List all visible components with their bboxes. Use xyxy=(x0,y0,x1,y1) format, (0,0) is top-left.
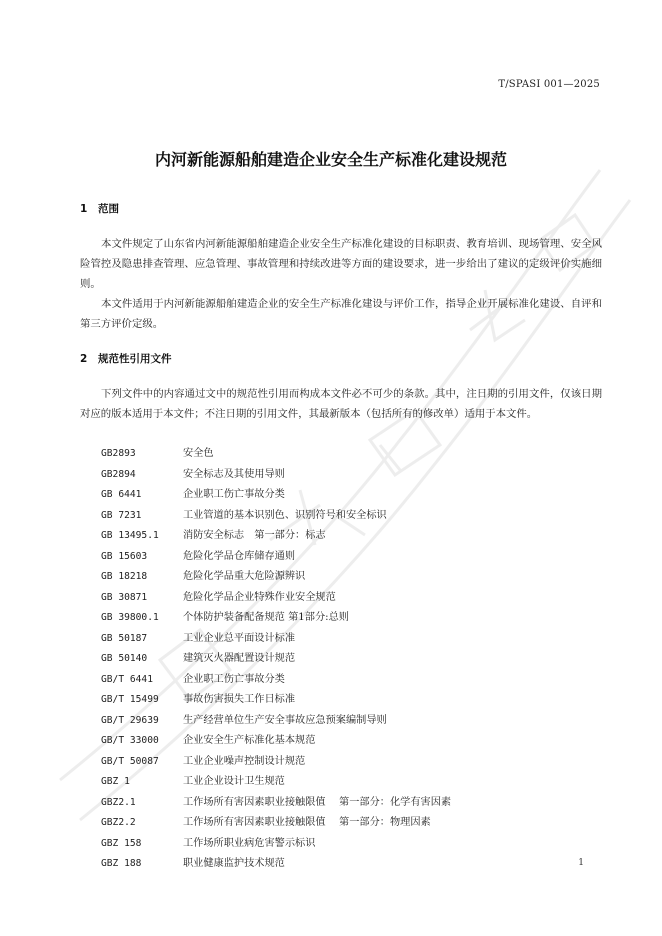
reference-code: GBZ2.2 xyxy=(101,817,136,828)
reference-code: GB/T 50087 xyxy=(101,755,159,767)
reference-code: GB/T 33000 xyxy=(101,735,159,746)
reference-code: GB 30871 xyxy=(101,591,148,603)
reference-item xyxy=(101,526,581,547)
reference-title: 工作场所有害因素职业接触限值 第一部分：化学有害因素 xyxy=(183,796,452,808)
reference-code: GB 15603 xyxy=(101,550,148,562)
reference-code: GB 50187 xyxy=(101,632,148,644)
reference-title: 工业企业总平面设计标准 xyxy=(183,632,296,644)
reference-item xyxy=(101,485,581,506)
reference-title: 危险化学品重大危险源辨识 xyxy=(183,571,306,582)
reference-item xyxy=(101,608,581,629)
reference-item xyxy=(101,506,581,527)
reference-title: 工作场所有害因素职业接触限值 第一部分：物理因素 xyxy=(183,817,431,828)
section-heading-normative xyxy=(80,351,172,366)
reference-title: 工业企业噪声控制设计规范 xyxy=(183,755,306,767)
reference-code: GBZ 158 xyxy=(101,837,142,849)
reference-item xyxy=(101,567,581,588)
reference-code: GB 18218 xyxy=(101,571,148,582)
reference-title: 危险化学品企业特殊作业安全规范 xyxy=(183,591,336,603)
reference-code: GB 13495.1 xyxy=(101,530,159,541)
reference-title: 职业健康监护技术规范 xyxy=(183,858,285,869)
reference-item xyxy=(101,711,581,732)
reference-item xyxy=(101,854,581,875)
reference-title: 危险化学品仓库储存通则 xyxy=(183,550,296,562)
reference-code: GB 6441 xyxy=(101,489,142,500)
reference-item xyxy=(101,588,581,609)
section-number: 2 xyxy=(80,353,88,365)
reference-title: 企业职工伤亡事故分类 xyxy=(183,489,285,500)
reference-list xyxy=(101,444,581,875)
reference-code: GB 39800.1 xyxy=(101,612,159,623)
normative-intro: 下列文件中的内容通过文中的规范性引用而构成本文件必不可少的条款。其中，注日期的引用文件，仅该日期对应的版本适用于本文件；不注日期的引用文件，其最新版本（包括所有的修改单）适用于本文件。 xyxy=(80,388,602,420)
reference-title: 事故伤害损失工作日标准 xyxy=(183,694,296,705)
reference-title: 企业职工伤亡事故分类 xyxy=(183,673,285,685)
standard-id: T/SPASI 001—2025 xyxy=(498,79,600,90)
reference-code: GBZ2.1 xyxy=(101,796,136,808)
reference-item xyxy=(101,772,581,793)
reference-code: GB/T 6441 xyxy=(101,673,153,685)
reference-item xyxy=(101,793,581,814)
reference-item xyxy=(101,834,581,855)
reference-title: 工业企业设计卫生规范 xyxy=(183,776,285,787)
scope-paragraph-2: 本文件适用于内河新能源船舶建造企业的安全生产标准化建设与评价工作，指导企业开展标准化建设、自评和第三方评价定级。 xyxy=(80,298,602,330)
document-title: 内河新能源船舶建造企业安全生产标准化建设规范 xyxy=(154,150,507,169)
reference-item xyxy=(101,547,581,568)
reference-item xyxy=(101,670,581,691)
reference-code: GB/T 29639 xyxy=(101,714,159,726)
reference-title: 个体防护装备配备规范 第1部分:总则 xyxy=(183,612,349,623)
reference-code: GBZ 188 xyxy=(101,858,142,869)
reference-item xyxy=(101,752,581,773)
reference-item xyxy=(101,813,581,834)
section-heading-scope xyxy=(80,201,119,216)
reference-item xyxy=(101,649,581,670)
page-number: 1 xyxy=(578,858,584,868)
section-title: 范围 xyxy=(98,203,119,215)
reference-item xyxy=(101,731,581,752)
reference-code: GBZ 1 xyxy=(101,776,130,787)
reference-title: 安全色 xyxy=(183,448,214,459)
reference-title: 消防安全标志 第一部分：标志 xyxy=(183,530,326,541)
reference-title: 建筑灭火器配置设计规范 xyxy=(183,653,296,664)
section-title: 规范性引用文件 xyxy=(98,353,172,365)
reference-code: GB/T 15499 xyxy=(101,694,159,705)
scope-paragraph-1: 本文件规定了山东省内河新能源船舶建造企业安全生产标准化建设的目标职责、教育培训、现场管理、安全风险管控及隐患排查管理、应急管理、事故管理和持续改进等方面的建设要求，进一步给出了建议的定级评价实施细则。 xyxy=(80,238,602,290)
reference-title: 工业管道的基本识别色、识别符号和安全标识 xyxy=(183,509,387,521)
reference-item xyxy=(101,444,581,465)
reference-item xyxy=(101,629,581,650)
reference-code: GB 7231 xyxy=(101,509,142,521)
reference-title: 企业安全生产标准化基本规范 xyxy=(183,735,316,746)
reference-code: GB2893 xyxy=(101,448,136,459)
reference-code: GB 50140 xyxy=(101,653,148,664)
reference-item xyxy=(101,690,581,711)
reference-title: 安全标志及其使用导则 xyxy=(183,468,285,480)
reference-item xyxy=(101,465,581,486)
reference-title: 工作场所职业病危害警示标识 xyxy=(183,837,316,849)
reference-title: 生产经营单位生产安全事故应急预案编制导则 xyxy=(183,714,387,726)
section-number: 1 xyxy=(80,203,88,215)
reference-code: GB2894 xyxy=(101,468,136,480)
